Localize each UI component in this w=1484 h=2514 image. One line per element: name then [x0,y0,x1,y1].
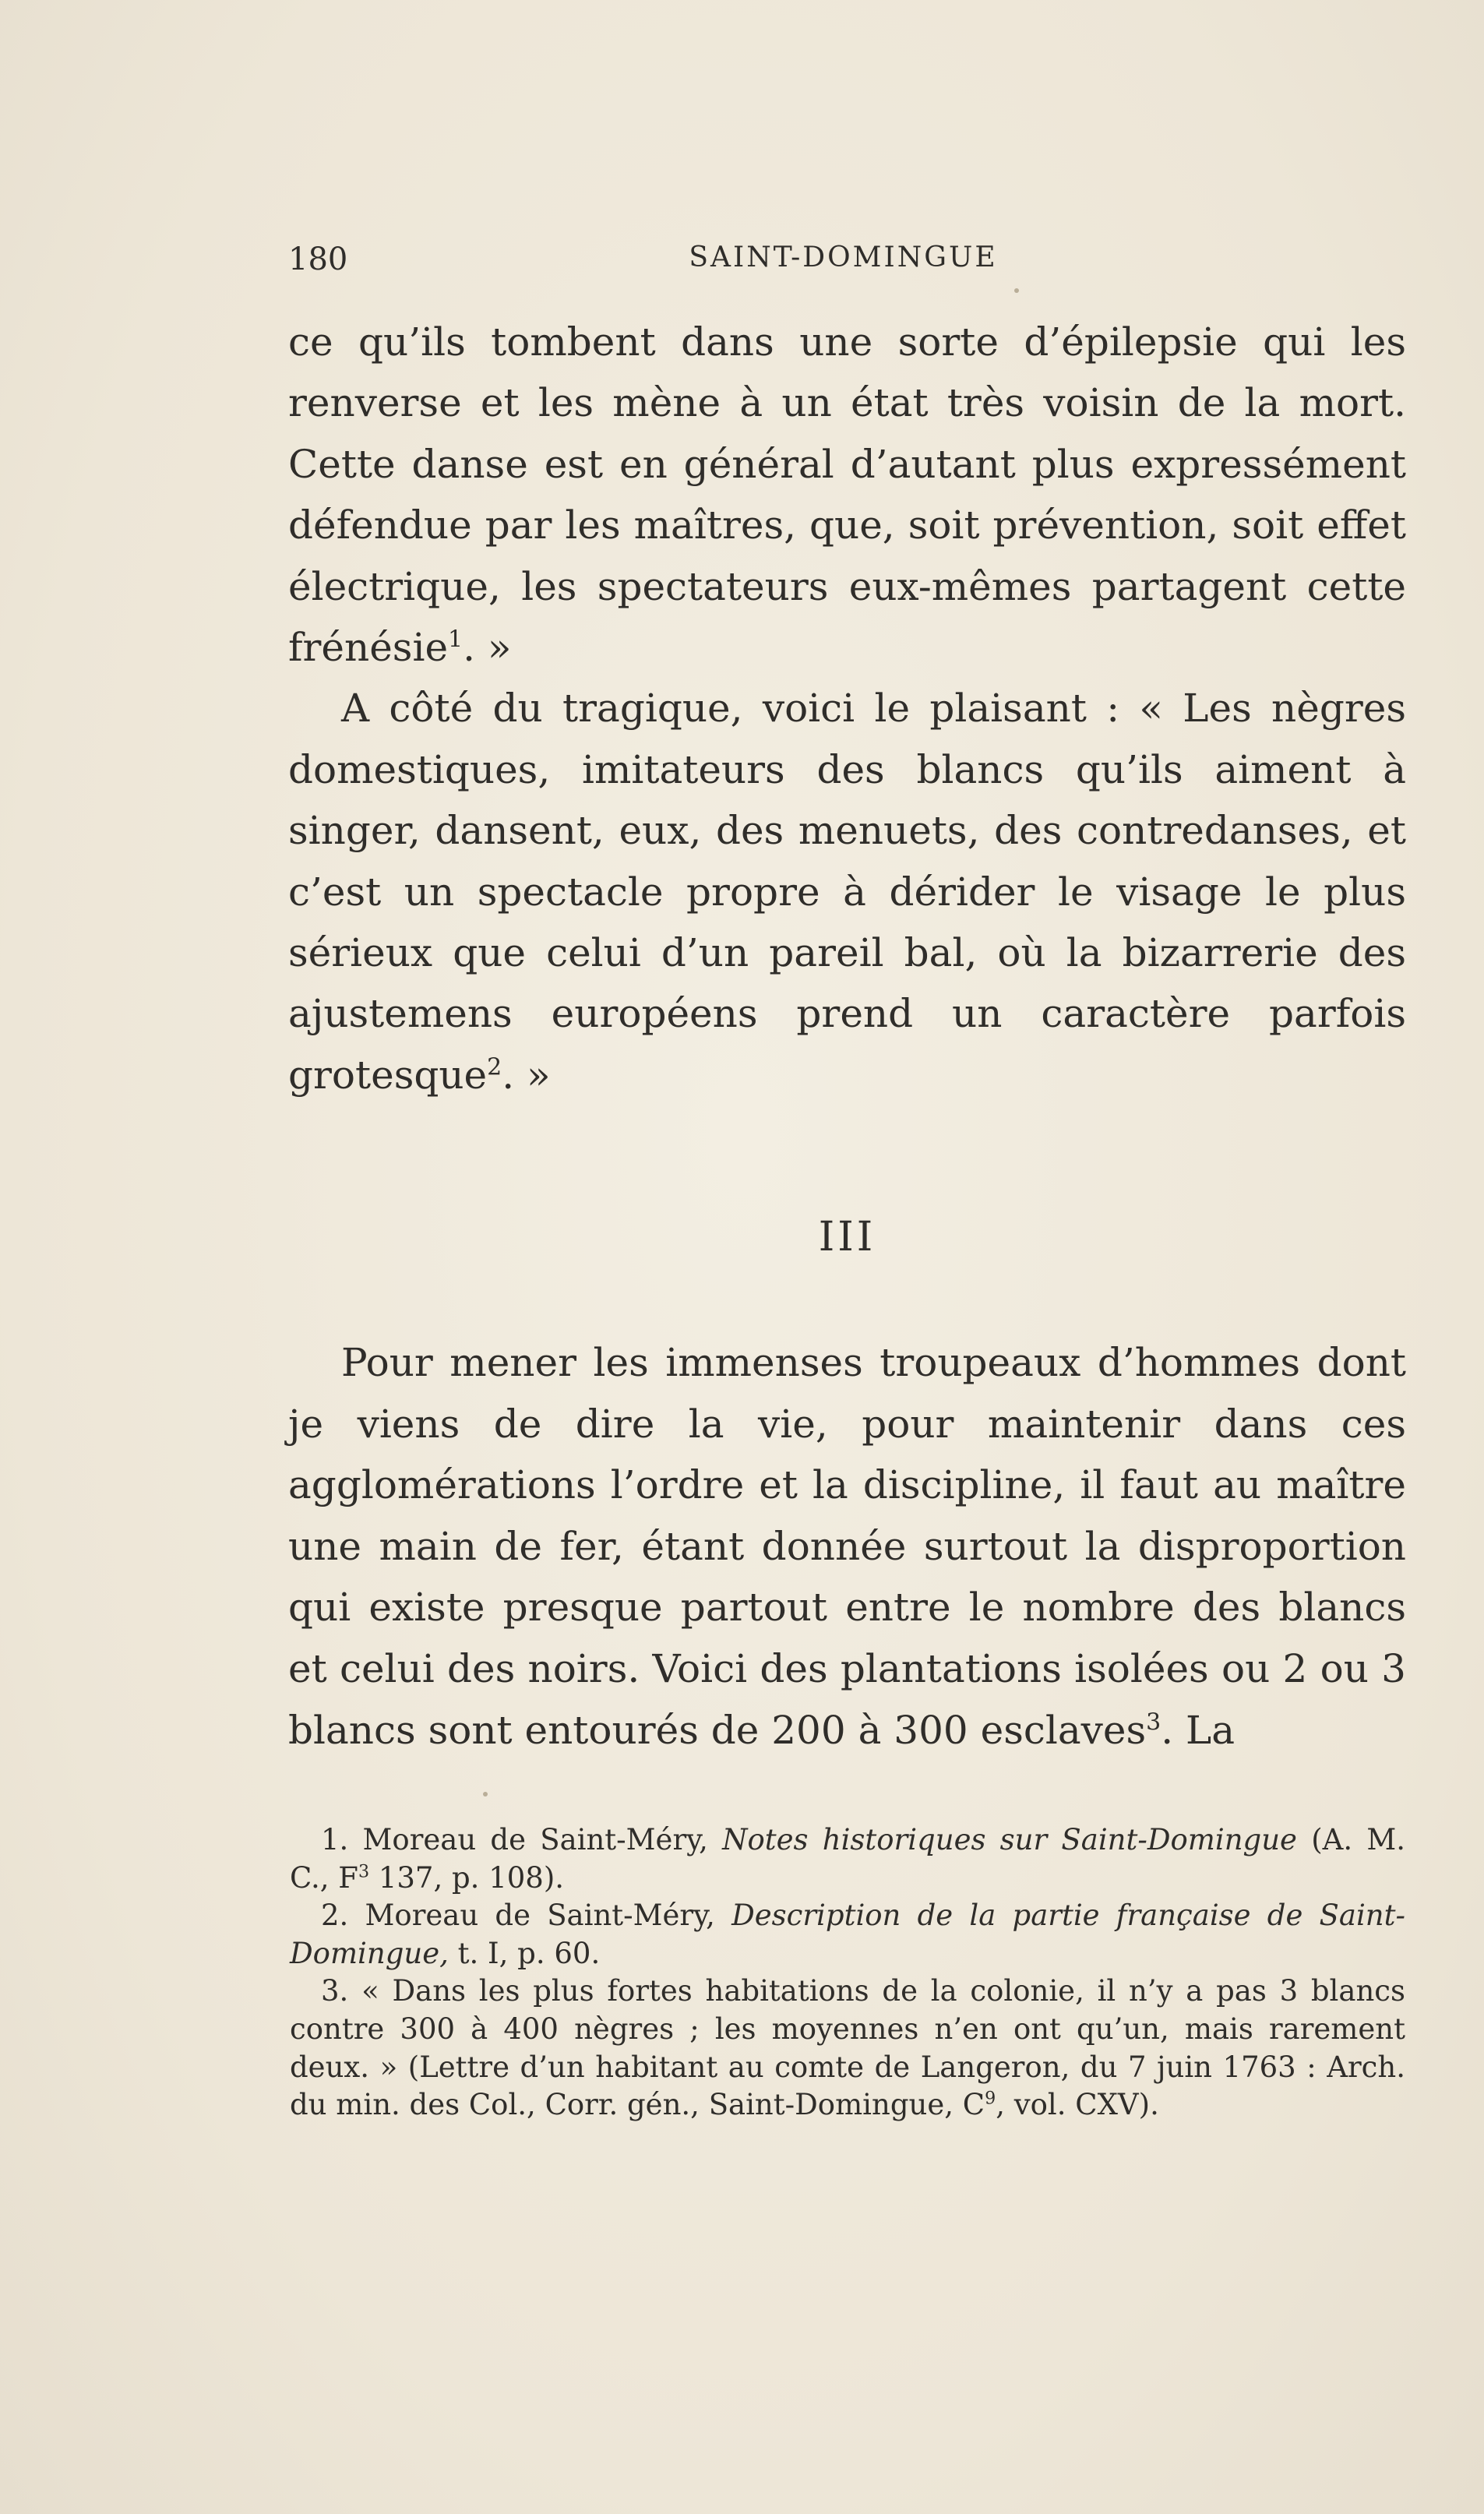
note-ref-2: 2 [487,1053,502,1081]
footnote-1: 1. Moreau de Saint-Méry, Notes historiques sur Saint-Domingue (A. M. C., $F^3$ 137, p. 108). [290,1823,1405,1895]
paper-speck [1014,288,1019,293]
section-heading: III [818,1214,876,1261]
running-title: SAINT-DOMINGUE [689,242,998,273]
page-header [288,242,1398,288]
footnote-3: 3. « Dans les plus fortes habitations de la colonie, il n’y a pas 3 blancs contre 300 à 400 nègres ; les moyennes n’en ont qu’un, mais rarement deux. » (Lettre d’un habitant au comte de Langeron, du 7 juin 1763 : Arch. du min. des Col., Corr. gén., Saint-Domingue, $C^9$, vol. CXV). [290,1974,1405,2122]
footnotes [290,1821,1405,2124]
paper-speck [483,1792,488,1796]
note-ref-3: 3 [1146,1708,1161,1736]
page-number: 180 [288,242,348,277]
paragraph-1: ce qu’ils tombent dans une sorte d’épilepsie qui les renverse et les mène à un état très voisin de la mort. Cette danse est en général d’autant plus expressément défendue par les maîtres, que, soit prévention, soit effet électrique, les spectateurs eux-mêmes partagent cette frénésie$^1$. » [288,319,1406,671]
paragraph-3: Pour mener les immenses troupeaux d’hommes dont je viens de dire la vie, pour maintenir dans ces agglomérations l’ordre et la discipline, il faut au maître une main de fer, étant donnée surtout la disproportion qui existe presque partout entre le nombre des blancs et celui des noirs. Voici des plantations isolées ou 2 ou 3 blancs sont entourés de 200 à 300 esclaves$^3$. La [288,1340,1406,1753]
paragraph-2: A côté du tragique, voici le plaisant : « Les nègres domestiques, imitateurs des blancs qu’ils aiment à singer, dansent, eux, des menuets, des contredanses, et c’est un spectacle propre à dérider le visage le plus sérieux que celui d’un pareil bal, où la bizarrerie des ajustemens européens prend un caractère parfois grotesque$^2$. » [288,686,1406,1098]
main-text [288,312,1406,1105]
note-ref-1: 1 [448,626,464,654]
section-text [288,1332,1406,1761]
footnote-2: 2. Moreau de Saint-Méry, Description de la partie française de Saint-Domingue, t. I, p. 60. [290,1899,1405,1970]
